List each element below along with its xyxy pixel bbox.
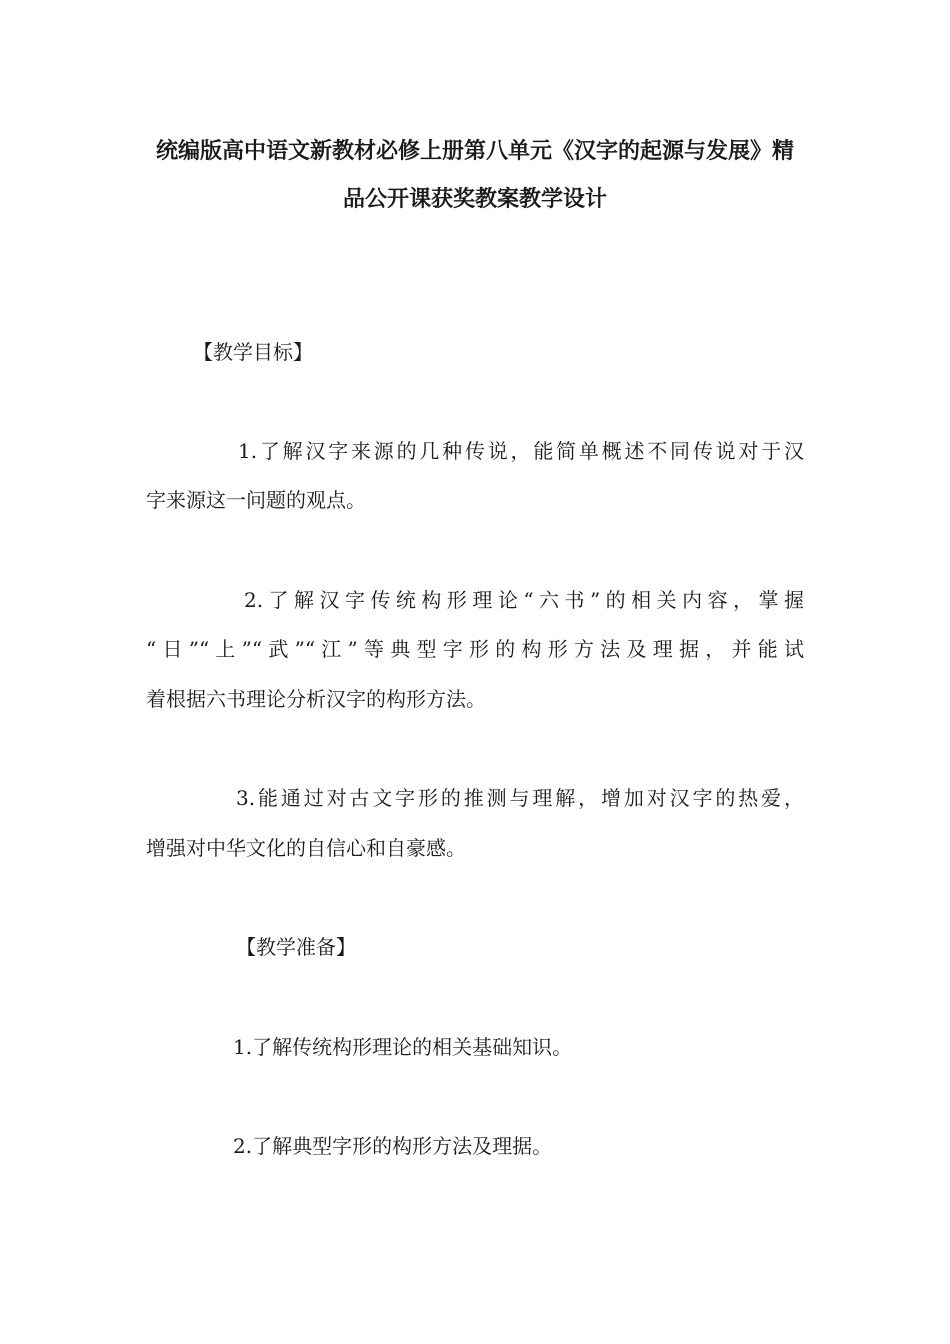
goal-1-line-1: 1.了解汉字来源的几种传说，能简单概述不同传说对于汉 xyxy=(238,439,804,463)
goal-3-line-1: 3.能通过对古文字形的推测与理解，增加对汉字的热爱， xyxy=(236,786,804,810)
goal-3-line-2: 增强对中华文化的自信心和自豪感。 xyxy=(146,836,466,860)
goal-2-line-3: 着根据六书理论分析汉字的构形方法。 xyxy=(146,687,486,711)
preparation-item-1: 1.了解传统构形理论的相关基础知识。 xyxy=(233,1035,573,1059)
document-title-line-2: 品公开课获奖教案教学设计 xyxy=(342,187,607,212)
goal-2-line-1: 2.了解汉字传统构形理论“六书”的相关内容，掌握 xyxy=(244,588,804,612)
goal-2-line-2: “日”“上”“武”“江”等典型字形的构形方法及理据，并能试 xyxy=(146,637,804,661)
preparation-item-2: 2.了解典型字形的构形方法及理据。 xyxy=(233,1134,553,1158)
section-heading-goals: 【教学目标】 xyxy=(193,340,313,364)
goal-1-line-2: 字来源这一问题的观点。 xyxy=(146,488,366,512)
section-heading-preparation: 【教学准备】 xyxy=(236,935,356,959)
document-title-line-1: 统编版高中语文新教材必修上册第八单元《汉字的起源与发展》精 xyxy=(155,139,794,164)
